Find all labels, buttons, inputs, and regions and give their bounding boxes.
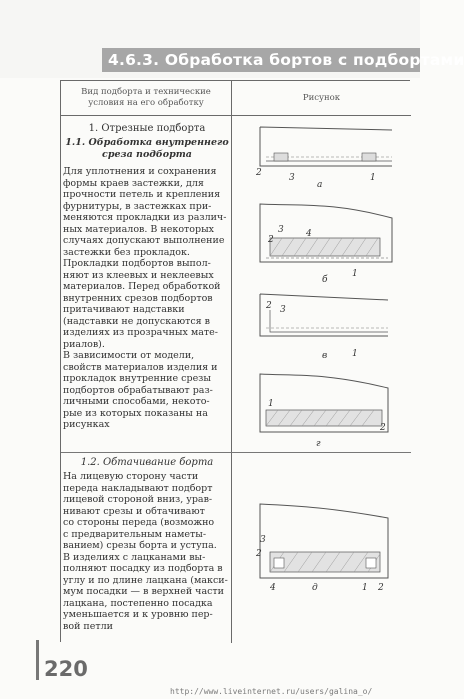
figure-caption: г: [316, 439, 321, 449]
callout-label: 1: [268, 399, 274, 409]
figure-v: [182, 288, 402, 360]
text-line: фурнитуры, в застежках при-: [63, 200, 212, 212]
text-line: материалов. Перед обработкой: [63, 281, 221, 292]
text-line: меняются прокладки из различ-: [63, 212, 227, 223]
callout-label: 3: [289, 173, 295, 183]
callout-label: 4: [306, 229, 312, 239]
text-line: прочности петель и крепления: [63, 189, 221, 200]
subsection-title: 1. Отрезные подборта: [88, 123, 206, 134]
text-line: мум посадки — в верхней части: [63, 586, 225, 597]
callout-label: 2: [256, 168, 262, 178]
text-line: притачивают надставки: [63, 304, 185, 315]
text-line: лицевой стороной вниз, урав-: [63, 494, 213, 505]
text-line: нивают срезы и обтачивают: [63, 505, 205, 517]
text-line: полняют посадку из подборта в: [63, 563, 223, 574]
text-line: личными способами, некото-: [63, 396, 210, 407]
text-line: формы краев застежки, для: [63, 177, 204, 189]
header-line: условия на его обработку: [88, 98, 204, 108]
text-line: ных материалов. В некоторых: [63, 223, 215, 235]
text-line: вой петли: [63, 620, 113, 632]
text-line: с предварительным наметы-: [63, 528, 207, 540]
callout-label: 1: [352, 349, 358, 359]
subtitle-line: среза подборта: [102, 149, 192, 160]
text-line: углу и по длине лацкана (макси-: [63, 574, 228, 586]
figure-g: [182, 366, 402, 448]
text-line: внутренних срезов подбортов: [63, 292, 213, 304]
text-line: ванием) срезы борта и уступа.: [63, 540, 217, 551]
callout-label: 2: [256, 549, 262, 559]
text-line: лацкана, постепенно посадка: [63, 597, 213, 609]
figure-caption: б: [322, 275, 328, 285]
text-line: изделиях из прозрачных мате-: [63, 327, 219, 338]
figure-b: [182, 196, 402, 284]
watermark: http://www.liveinternet.ru/users/galina_o/: [170, 687, 373, 696]
text-line: риалов).: [63, 338, 105, 350]
text-line: Прокладки подбортов выпол-: [63, 258, 211, 269]
callout-label: 1: [362, 583, 368, 593]
text-line: переда накладывают подборт: [63, 482, 213, 494]
figure-caption: д: [312, 583, 318, 593]
text-line: свойств материалов изделия и: [63, 361, 218, 373]
text-line: рые из которых показаны на: [63, 407, 208, 419]
header-rule: [61, 115, 411, 116]
text-line: прокладок внутренние срезы: [63, 373, 211, 384]
text-line: подбортов обрабатывают раз-: [63, 384, 213, 396]
text-line: няют из клеевых и неклеевых: [63, 269, 214, 281]
figure-caption: в: [322, 351, 328, 361]
margin-bar: [36, 640, 39, 680]
text-line: Для уплотнения и сохранения: [63, 166, 217, 177]
text-line: (надставки не допускаются в: [63, 315, 211, 327]
figure-a: [182, 120, 402, 190]
column-header-figure: Рисунок: [302, 93, 341, 103]
callout-label: 2: [380, 423, 386, 433]
column-header-description: [65, 87, 227, 109]
text-line: В изделиях с лацканами вы-: [63, 551, 206, 563]
callout-label: 2: [268, 235, 274, 245]
callout-label: 3: [278, 225, 284, 235]
page-number: 220: [44, 657, 88, 681]
row-rule: [61, 452, 411, 453]
subtitle-line: 1.1. Обработка внутреннего: [65, 137, 229, 148]
text-line: со стороны переда (возможно: [63, 517, 215, 528]
text-line: застежки без прокладок.: [63, 246, 190, 258]
text-line: В зависимости от модели,: [63, 350, 195, 361]
text-line: случаях допускают выполнение: [63, 235, 225, 246]
callout-label: 3: [260, 535, 266, 545]
text-line: рисунках: [63, 419, 110, 430]
figure-d: [182, 498, 402, 598]
subsection-title: 1.2. Обтачивание борта: [80, 457, 214, 468]
callout-label: 1: [370, 173, 376, 183]
figure-caption: а: [317, 180, 323, 190]
callout-label: 3: [280, 305, 286, 315]
callout-label: 2: [266, 301, 272, 311]
header-line: Вид подборта и технические: [81, 87, 211, 97]
callout-label: 1: [352, 269, 358, 279]
callout-label: 2: [378, 583, 384, 593]
page-header: [0, 0, 464, 78]
text-line: уменьшается и к уровню пер-: [63, 609, 213, 620]
text-line: На лицевую сторону части: [63, 471, 199, 482]
section-title: 4.6.3. Обработка бортов с подбортами: [102, 48, 420, 72]
callout-label: 4: [270, 583, 276, 593]
